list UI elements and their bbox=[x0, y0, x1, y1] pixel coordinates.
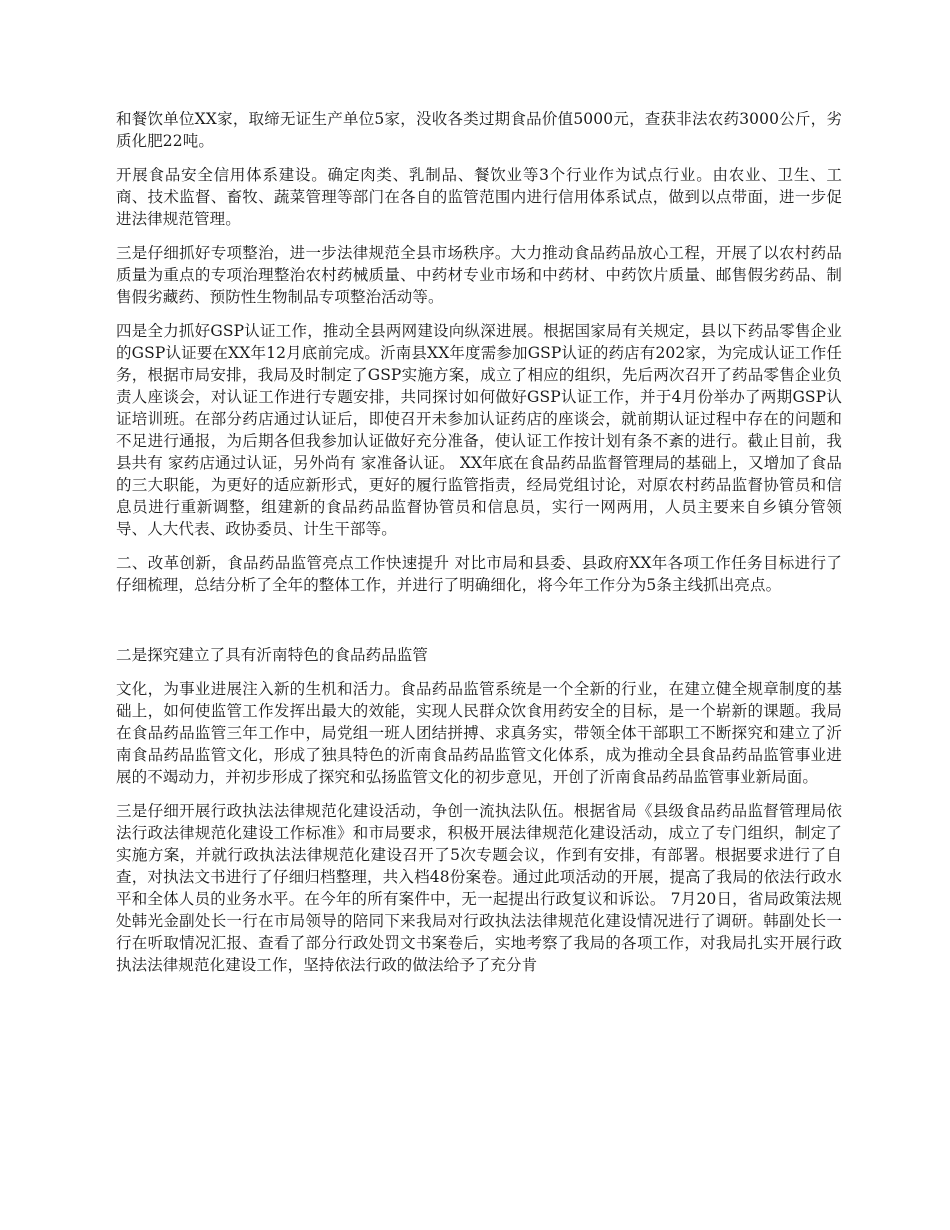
paragraph-5: 二、改革创新，食品药品监管亮点工作快速提升 对比市局和县委、县政府XX年各项工作任务目标进行了仔细梳理，总结分析了全年的整体工作，并进行了明确细化，将今年工作分为5条主线抓出亮点。 bbox=[116, 554, 842, 594]
paragraph-3: 三是仔细抓好专项整治，进一步法律规范全县市场秩序。大力推动食品药品放心工程，开展了以农村药品质量为重点的专项治理整治农村药械质量、中药材专业市场和中药材、中药饮片质量、邮售假劣药品、制售假劣藏药、预防性生物制品专项整治活动等。 bbox=[116, 244, 842, 306]
section-heading: 二是探究建立了具有沂南特色的食品药品监管 bbox=[116, 646, 429, 664]
paragraph-4: 四是全力抓好GSP认证工作，推动全县两网建设向纵深进展。根据国家局有关规定，县以下药品零售企业的GSP认证要在XX年12月底前完成。沂南县XX年度需参加GSP认证的药店有202家，为完成认证工作任务，根据市局安排，我局及时制定了GSP实施方案，成立了相应的组织，先后两次召开了药品零售企业负责人座谈会，对认证工作进行专题安排，共同探讨如何做好GSP认证工作，并于4月份举办了两期GSP认证培训班。在部分药店通过认证后，即使召开未参加认证药店的座谈会，就前期认证过程中存在的问题和不足进行通报，为后期各但我参加认证做好充分准备，使认证工作按计划有条不紊的进行。截止目前，我县共有 家药店通过认证，另外尚有 家准备认证。 XX年底在食品药品监督管理局的基础上，又增加了食品的三大职能，为更好的适应新形式，更好的履行监管指责，经局党组讨论，对原农村药品监督协管员和信息员进行重新调整，组建新的食品药品监督协管员和信息员，实行一网两用，人员主要来自乡镇分管领导、人大代表、政协委员、计生干部等。 bbox=[116, 322, 842, 538]
paragraph-1: 和餐饮单位XX家，取缔无证生产单位5家，没收各类过期食品价值5000元，查获非法农药3000公斤，劣质化肥22吨。 bbox=[116, 110, 842, 150]
paragraph-6: 文化，为事业进展注入新的生机和活力。食品药品监管系统是一个全新的行业，在建立健全规章制度的基础上，如何使监管工作发挥出最大的效能，实现人民群众饮食用药安全的目标，是一个崭新的课题。我局在食品药品监管三年工作中，局党组一班人团结拼搏、求真务实，带领全体干部职工不断探究和建立了沂南食品药品监管文化，形成了独具特色的沂南食品药品监管文化体系，成为推动全县食品药品监管事业进展的不竭动力，并初步形成了探究和弘扬监管文化的初步意见，开创了沂南食品药品监管事业新局面。 bbox=[116, 680, 842, 786]
paragraph-2: 开展食品安全信用体系建设。确定肉类、乳制品、餐饮业等3个行业作为试点行业。由农业、卫生、工商、技术监督、畜牧、蔬菜管理等部门在各自的监管范围内进行信用体系试点，做到以点带面，进一步促进法律规范管理。 bbox=[116, 166, 842, 228]
paragraph-7: 三是仔细开展行政执法法律规范化建设活动，争创一流执法队伍。根据省局《县级食品药品监督管理局依法行政法律规范化建设工作标准》和市局要求，积极开展法律规范化建设活动，成立了专门组织，制定了实施方案，并就行政执法法律规范化建设召开了5次专题会议，作到有安排，有部署。根据要求进行了自查，对执法文书进行了仔细归档整理，共入档48份案卷。通过此项活动的开展，提高了我局的依法行政水平和全体人员的业务水平。在今年的所有案件中，无一起提出行政复议和诉讼。 7月20日，省局政策法规处韩光金副处长一行在市局领导的陪同下来我局对行政执法法律规范化建设情况进行了调研。韩副处长一行在听取情况汇报、查看了部分行政处罚文书案卷后，实地考察了我局的各项工作，对我局扎实开展行政执法法律规范化建设工作，坚持依法行政的做法给予了充分肯 bbox=[116, 802, 842, 974]
document-page bbox=[116, 108, 842, 988]
